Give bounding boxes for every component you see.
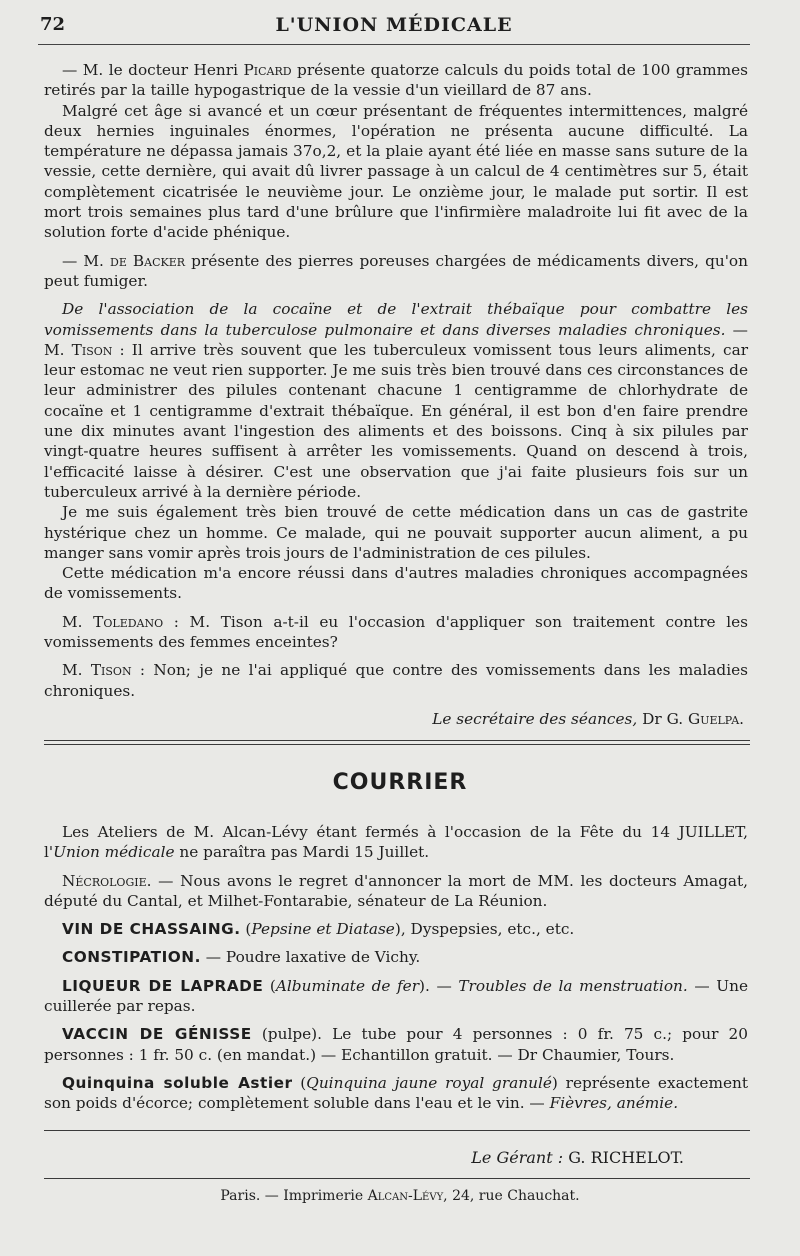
text: — M. bbox=[44, 320, 748, 359]
paragraph-tison-communication bbox=[44, 299, 748, 502]
courrier-heading: COURRIER bbox=[332, 770, 468, 795]
text: (pulpe). Le tube pour 4 personnes : 0 fr. 75 c.; pour 20 personnes : 1 fr. 50 c. (en mandat.) — Echantillon gratuit. — Dr Chaumier, Tours. bbox=[44, 1025, 748, 1064]
ad-subtitle: Quinquina jaune royal granulé bbox=[306, 1073, 552, 1092]
communication-title: De l'association de la cocaïne et de l'extrait thébaïque pour combattre les vomissements dans la tuberculose pulmonaire et dans diverses maladies chroniques. bbox=[44, 300, 748, 339]
text: Les Ateliers de M. Alcan-Lévy étant fermés à l'occasion de la Fête du 14 JUILLET, l' bbox=[44, 823, 748, 862]
text: M. bbox=[62, 612, 94, 631]
paragraph-toledano-question bbox=[44, 612, 748, 653]
ad-product-name: VACCIN DE GÉNISSE bbox=[62, 1025, 252, 1044]
ad-liqueur-de-laprade: LIQUEUR DE LAPRADE (Albuminate de fer). — Troubles de la menstruation. — Une cuillerée par repas. bbox=[44, 976, 749, 1016]
paragraph-other-diseases: Cette médication m'a encore réussi dans d'autres maladies chroniques accompagnées de vomissements. bbox=[44, 564, 748, 603]
text: ne paraîtra pas Mardi 15 Juillet. bbox=[174, 843, 430, 862]
text: , Dyspepsies, etc., etc. bbox=[400, 920, 575, 939]
secretary-name: G. Guelpa. bbox=[666, 709, 744, 728]
ad-product-name: CONSTIPATION. bbox=[62, 948, 201, 967]
printer-imprint bbox=[0, 1188, 800, 1204]
speaker-name: Tison bbox=[90, 661, 132, 680]
necrology-label: Nécrologie. bbox=[62, 871, 152, 890]
text: : Il arrive très souvent que les tuberculeux vomissent tous leurs aliments, car leur estomac ne veut rien supporter. Je me suis très bien trouvé dans ces circonstances de leur administrer des pilules contenant chacune 1 centigramme de chlorhydrate de cocaïne et 1 centigramme d'extrait thébaïque. En général, il est bon d'en faire prendre une dix minutes avant l'ingestion des aliments et des boissons. Cinq à six pilules par vingt-quatre heures suffisent à arrêter les vomissements. Quand on descend à trois, l'efficacité laisse à désirer. C'est une observation que j'ai faite plusieurs fois sur un tuberculeux arrivé à la dernière période. bbox=[44, 340, 749, 501]
ad-product-name: LIQUEUR DE LAPRADE bbox=[62, 976, 264, 995]
printer-name: Alcan-Lévy bbox=[367, 1188, 444, 1204]
paragraph-de-backer bbox=[44, 251, 748, 292]
section-divider bbox=[44, 744, 750, 745]
society-minutes bbox=[44, 60, 748, 729]
ad-indication: Troubles de la menstruation. bbox=[458, 976, 688, 995]
text: — Nous avons le regret d'annoncer la mort de MM. les docteurs Amagat, député du Cantal, et Milhet-Fontarabie, sénateur de La Réunion. bbox=[44, 871, 748, 910]
ad-product-name: Quinquina soluble Astier bbox=[62, 1073, 293, 1092]
text: Dr bbox=[642, 709, 667, 728]
secretary-signature bbox=[44, 709, 748, 729]
paragraph-gastritis: Je me suis également très bien trouvé de cette médication dans un cas de gastrite hystérique chez un homme. Ce malade, qui ne pouvait supporter aucun aliment, a pu manger sans vomir après trois jours de l'administration de ces pilules. bbox=[44, 503, 748, 562]
text: — Une cuillerée par repas. bbox=[44, 976, 749, 1016]
section-divider bbox=[44, 1130, 750, 1131]
running-header bbox=[38, 10, 750, 45]
closure-notice bbox=[44, 822, 748, 863]
text: représente exactement son poids d'écorce; complètement soluble dans l'eau et le vin. — bbox=[44, 1073, 749, 1113]
ad-indication: Fièvres, anémie. bbox=[549, 1094, 679, 1113]
ad-product-name: VIN DE CHASSAING. bbox=[62, 920, 241, 939]
text: Paris. — Imprimerie bbox=[220, 1188, 368, 1204]
ad-subtitle: Albuminate de fer bbox=[275, 976, 420, 995]
text: . — bbox=[425, 976, 459, 995]
text: M. bbox=[62, 661, 91, 680]
text: présente quatorze calculs du poids total de 100 grammes retirés par la taille hypogastrique de la vessie d'un vieillard de 87 ans. bbox=[44, 61, 748, 100]
ad-vin-de-chassaing: VIN DE CHASSAING. (Pepsine et Diatase), Dyspepsies, etc., etc. bbox=[62, 920, 575, 939]
speaker-name: Tison bbox=[71, 340, 113, 359]
speaker-name: Toledano bbox=[93, 612, 164, 631]
ad-vaccin-de-genisse bbox=[44, 1024, 748, 1065]
ad-subtitle: Pepsine et Diatase bbox=[251, 920, 395, 939]
text: — Poudre laxative de Vichy. bbox=[200, 948, 421, 967]
text: — M. bbox=[62, 251, 110, 270]
courrier-section bbox=[44, 822, 748, 1114]
journal-title: L'UNION MÉDICALE bbox=[275, 14, 513, 36]
necrology bbox=[44, 871, 748, 912]
page-number: 72 bbox=[40, 14, 66, 35]
journal-name: Union médicale bbox=[53, 843, 175, 862]
ad-constipation bbox=[44, 947, 748, 967]
speaker-name: Picard bbox=[243, 61, 292, 79]
paragraph-case: Malgré cet âge si avancé et un cœur présentant de fréquentes intermittences, malgré deux hernies inguinales énormes, l'opération ne présenta aucune difficulté. La température ne dépassa jamais 37o,2, et la plaie ayant été liée en masse sans suture de la vessie, cette dernière, qui avait dû livrer passage à un calcul de 4 centimètres sur 5, était complètement cicatrisée le neuvième jour. Le onzième jour, le malade put sortir. Il est mort trois semaines plus tard d'une brûlure que l'infirmière maladroite lui fit avec de la solution forte d'acide phénique. bbox=[44, 101, 748, 242]
footer-divider bbox=[44, 1178, 750, 1179]
section-divider bbox=[44, 740, 750, 741]
gerant-name: G. RICHELOT. bbox=[568, 1148, 684, 1167]
text: présente des pierres poreuses chargées de médicaments divers, qu'on peut fumiger. bbox=[44, 251, 748, 290]
text: — M. le docteur Henri bbox=[62, 61, 244, 79]
gerant-label: Le Gérant : bbox=[471, 1148, 569, 1167]
paragraph-picard bbox=[44, 60, 748, 101]
ad-quinquina-astier: Quinquina soluble Astier (Quinquina jaune royal granulé) représente exactement son poids d'écorce; complètement soluble dans l'eau et le vin. — Fièvres, anémie. bbox=[44, 1073, 749, 1113]
text: : Non; je ne l'ai appliqué que contre des vomissements dans les maladies chroniques. bbox=[44, 661, 748, 700]
speaker-name: de Backer bbox=[110, 251, 186, 270]
text: Le secrétaire des séances, bbox=[432, 709, 643, 728]
paragraph-tison-answer bbox=[44, 660, 748, 701]
gerant-signature bbox=[44, 1148, 684, 1167]
text: , 24, rue Chauchat. bbox=[443, 1188, 580, 1204]
text: : M. Tison a-t-il eu l'occasion d'appliquer son traitement contre les vomissements des femmes enceintes? bbox=[44, 612, 749, 652]
